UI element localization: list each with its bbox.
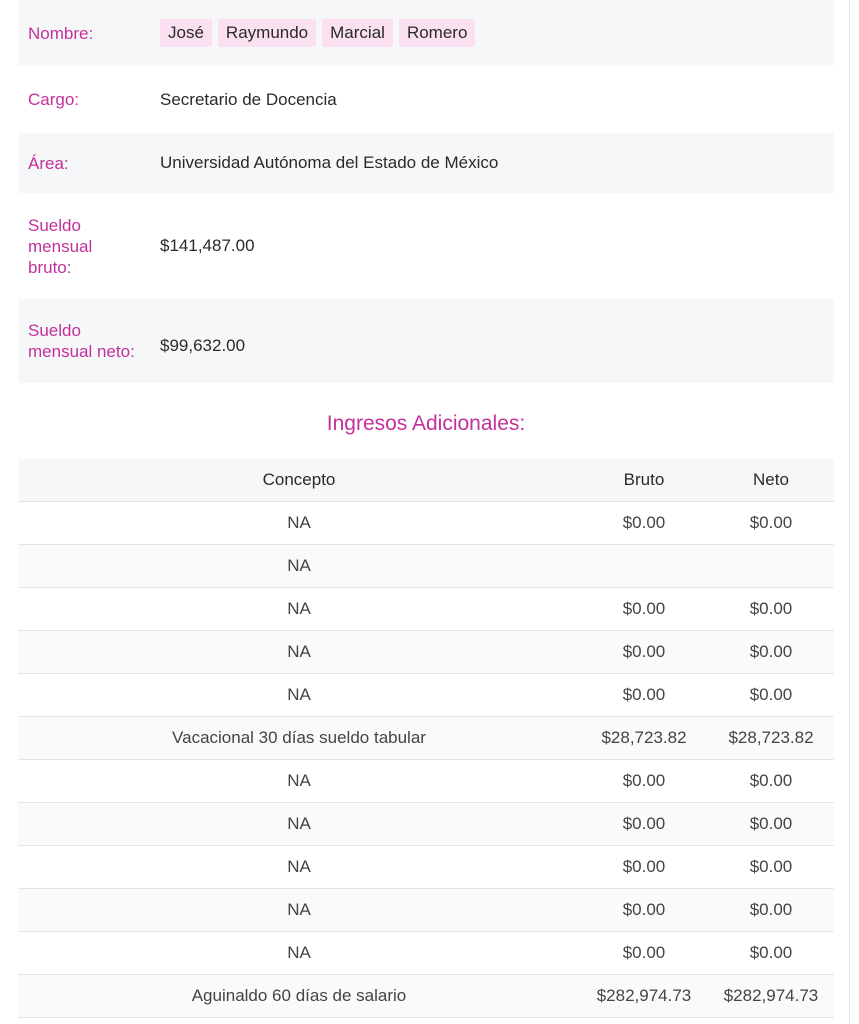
sueldo-neto-label-line: Sueldo [28,321,81,340]
cell-concepto: NA [18,889,580,932]
area-row [18,133,834,193]
header-neto: Neto [708,459,834,502]
nombre-chips [160,19,475,47]
name-chip: José [160,19,212,47]
scrollbar-edge [849,0,850,1024]
cargo-label: Cargo: [28,90,80,109]
sueldo-bruto-label-line: mensual [28,236,93,256]
sueldo-bruto-value: $141,487.00 [160,236,255,255]
sueldo-bruto-label [28,215,160,278]
sueldo-bruto-label-line: Sueldo [28,215,81,235]
cell-neto: $0.00 [708,889,834,932]
header-concepto: Concepto [18,459,580,502]
ingresos-table [18,459,834,1018]
table-row [18,932,834,975]
cell-concepto: Vacacional 30 días sueldo tabular [18,717,580,760]
table-row [18,674,834,717]
cell-neto: $282,974.73 [708,975,834,1018]
cell-bruto: $0.00 [580,502,708,545]
cell-bruto: $282,974.73 [580,975,708,1018]
cell-neto: $0.00 [708,760,834,803]
name-chip: Raymundo [218,19,316,47]
cell-concepto: NA [18,502,580,545]
sueldo-bruto-label-line: bruto: [28,257,72,277]
name-chip: Marcial [322,19,393,47]
sueldo-neto-label-line: mensual neto: [28,342,135,361]
sueldo-neto-value: $99,632.00 [160,336,246,355]
cell-bruto: $0.00 [580,588,708,631]
table-row [18,889,834,932]
cell-neto: $0.00 [708,846,834,889]
cell-concepto: NA [18,846,580,889]
table-row [18,717,834,760]
cell-neto: $0.00 [708,932,834,975]
cell-neto: $0.00 [708,674,834,717]
cell-concepto: NA [18,588,580,631]
nombre-label: Nombre: [28,23,94,43]
profile-info [18,0,834,383]
cell-bruto: $0.00 [580,760,708,803]
ingresos-title: Ingresos Adicionales: [326,412,526,435]
header-bruto: Bruto [580,459,708,502]
table-row [18,760,834,803]
cell-concepto: NA [18,674,580,717]
table-row [18,502,834,545]
nombre-row [18,0,834,66]
ingresos-table-body [18,502,834,1018]
cargo-row [18,66,834,133]
cell-neto: $0.00 [708,803,834,846]
sueldo-neto-row [18,299,834,383]
table-row [18,545,834,588]
cell-concepto: NA [18,803,580,846]
table-row [18,631,834,674]
cell-bruto: $0.00 [580,803,708,846]
name-chip: Romero [399,19,475,47]
cell-concepto: NA [18,545,580,588]
sueldo-neto-label [28,320,178,362]
area-label: Área: [28,153,69,173]
table-row [18,846,834,889]
table-row [18,975,834,1018]
table-row [18,588,834,631]
cell-bruto: $0.00 [580,631,708,674]
cell-bruto: $0.00 [580,889,708,932]
cell-neto [708,545,834,588]
cell-concepto: NA [18,631,580,674]
cell-concepto: Aguinaldo 60 días de salario [18,975,580,1018]
cell-bruto [580,545,708,588]
cargo-value: Secretario de Docencia [160,89,337,109]
cell-bruto: $28,723.82 [580,717,708,760]
cell-bruto: $0.00 [580,932,708,975]
cell-concepto: NA [18,932,580,975]
cell-bruto: $0.00 [580,674,708,717]
table-row [18,803,834,846]
cell-bruto: $0.00 [580,846,708,889]
cell-neto: $0.00 [708,588,834,631]
cell-neto: $0.00 [708,502,834,545]
cell-neto: $0.00 [708,631,834,674]
table-header-row [18,459,834,502]
cell-neto: $28,723.82 [708,717,834,760]
sueldo-bruto-row [18,193,834,299]
area-value: Universidad Autónoma del Estado de México [160,153,499,172]
cell-concepto: NA [18,760,580,803]
